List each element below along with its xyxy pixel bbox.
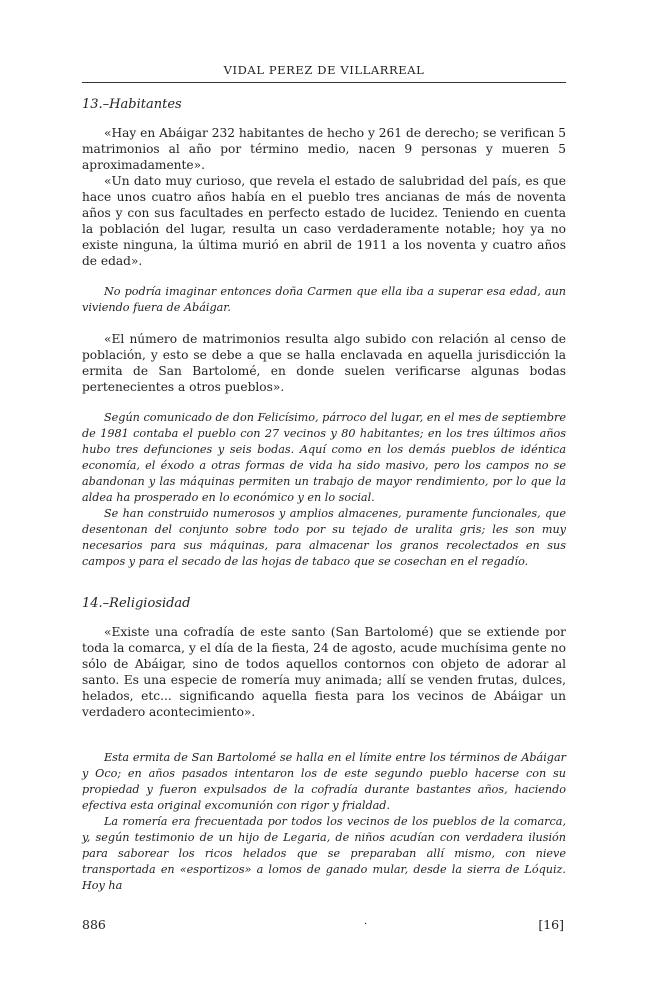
running-head: VIDAL PEREZ DE VILLARREAL	[223, 63, 425, 77]
note-paragraph: Según comunicado de don Felicísimo, párroco del lugar, en el mes de septiembre de 1981 contaba el pueblo con 27 vecinos y 80 habitantes; en los tres últimos años hubo tres defunciones y seis bodas. Aquí como en los demás pueblos de idéntica economía, el éxodo a otras formas de vida ha sido masivo, pero los campos no se abandonan y las máquinas permiten un trabajo de mayor rendimiento, por lo que la aldea ha prosperado en lo económico y en lo social.	[82, 411, 566, 504]
section-title-habitantes: 13.–Habitantes	[82, 97, 182, 112]
note-paragraph: Esta ermita de San Bartolomé se halla en el límite entre los términos de Abáigar y Oco; en años pasados intentaron los de este segundo pueblo hacerse con su propiedad y fueron expulsados de la cofradía durante bastantes años, haciendo efectiva esta original excomunión con rigor y frialdad.	[82, 751, 566, 812]
page-number: 886	[82, 917, 106, 932]
section-number: [16]	[538, 917, 564, 932]
note-block	[82, 284, 566, 316]
quote-block	[82, 125, 566, 269]
quote-paragraph: «El número de matrimonios resulta algo subido con relación al censo de población, y esto se debe a que se halla enclavada en aquella jurisdicción la ermita de San Bartolomé, en donde suelen verificarse algunas bodas pertenecientes a otros pueblos».	[82, 332, 566, 394]
header-rule	[82, 82, 566, 83]
quote-paragraph: «Existe una cofradía de este santo (San Bartolomé) que se extiende por toda la comarca, y el día de la fiesta, 24 de agosto, acude muchísima gente no sólo de Abáigar, sino de todos aquellos contornos con objeto de adorar al santo. Es una especie de romería muy animada; allí se venden frutas, dulces, helados, etc... significando aquella fiesta para los vecinos de Abáigar un verdadero acontecimiento».	[82, 625, 566, 719]
document-page	[82, 62, 566, 962]
quote-block	[82, 624, 566, 720]
note-paragraph: Se han construido numerosos y amplios almacenes, puramente funcionales, que desentonan del conjunto sobre todo por su tejado de uralita gris; les son muy necesarios para sus máquinas, para almacenar los granos recolectados en sus campos y para el secado de las hojas de tabaco que se cosechan en el regadío.	[82, 507, 566, 568]
center-mark: ·	[364, 919, 368, 930]
note-paragraph: No podría imaginar entonces doña Carmen que ella iba a superar esa edad, aun viviendo fuera de Abáigar.	[82, 285, 566, 314]
quote-paragraph: «Hay en Abáigar 232 habitantes de hecho y 261 de derecho; se verifican 5 matrimonios al año por término medio, nacen 9 personas y mueren 5 aproximadamente».	[82, 126, 566, 172]
note-block	[82, 410, 566, 570]
note-block	[82, 750, 566, 894]
quote-paragraph: «Un dato muy curioso, que revela el estado de salubridad del país, es que hace unos cuatro años había en el pueblo tres ancianas de más de noventa años y con sus facultades en perfecto estado de lucidez. Teniendo en cuenta la población del lugar, resulta un caso verdaderamente notable; hoy ya no existe ninguna, la última murió en abril de 1911 a los noventa y cuatro años de edad».	[82, 174, 566, 268]
quote-block	[82, 331, 566, 395]
note-paragraph: La romería era frecuentada por todos los vecinos de los pueblos de la comarca, y, según testimonio de un hijo de Legaria, de niños acudían con verdadera ilusión para saborear los ricos helados que se preparaban allí mismo, con nieve transportada en «esportizos» a lomos de ganado mular, desde la sierra de Lóquiz. Hoy ha	[82, 815, 566, 892]
section-title-religiosidad: 14.–Religiosidad	[82, 596, 191, 611]
